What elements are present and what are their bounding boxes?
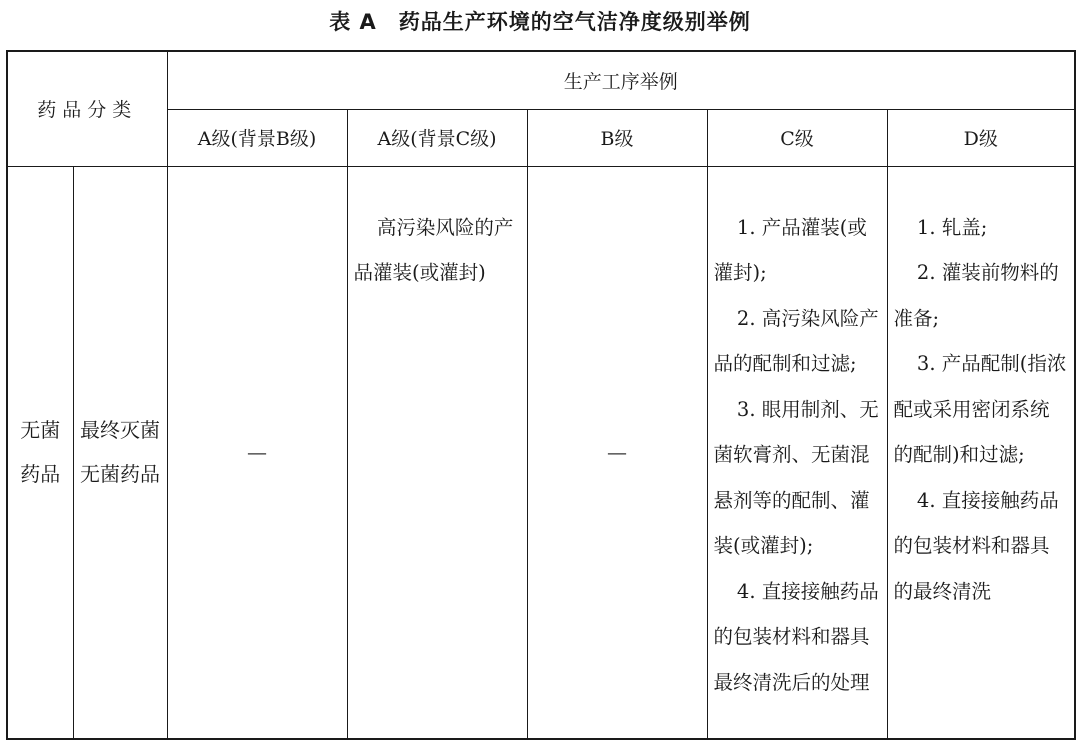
header-grade-a-bg-c: A级(背景C级) [347, 109, 527, 166]
cell-b-grade: — [527, 166, 707, 739]
d-grade-item: 1. 轧盖; [916, 215, 988, 239]
c-grade-item: 2. 高污染风险产品的配制和过滤; [713, 306, 879, 375]
d-grade-item: 2. 灌装前物料的准备; [893, 261, 1059, 330]
cell-a-bg-c-text: 高污染风险的产品灌装(或灌封) [353, 215, 514, 284]
cell-a-bg-c [347, 166, 527, 739]
category-sub [73, 166, 167, 739]
cell-a-bg-b: — [167, 166, 347, 739]
category-main-line1: 无菌 [20, 418, 61, 443]
cell-d-grade [887, 166, 1075, 739]
header-process-examples: 生产工序举例 [167, 51, 1075, 109]
header-category: 药品分类 [7, 51, 167, 166]
header-grade-c: C级 [707, 109, 887, 166]
header-grade-d: D级 [887, 109, 1075, 166]
header-grade-a-bg-b: A级(背景B级) [167, 109, 347, 166]
c-grade-item: 3. 眼用制剂、无菌软膏剂、无菌混悬剂等的配制、灌装(或灌封); [713, 397, 879, 557]
d-grade-item: 3. 产品配制(指浓配或采用密闭系统的配制)和过滤; [893, 352, 1067, 466]
c-grade-item: 1. 产品灌装(或灌封); [713, 215, 867, 284]
header-grade-b: B级 [527, 109, 707, 166]
category-main-line2: 药品 [20, 462, 61, 487]
d-grade-item: 4. 直接接触药品的包装材料和器具的最终清洗 [893, 488, 1059, 603]
cell-c-grade [707, 166, 887, 739]
category-main [7, 166, 73, 739]
table-title: 表 A 药品生产环境的空气洁净度级别举例 [329, 10, 751, 34]
category-sub-line2: 无菌药品 [80, 462, 160, 487]
c-grade-item: 4. 直接接触药品的包装材料和器具最终清洗后的处理 [713, 579, 879, 694]
category-sub-line1: 最终灭菌 [80, 418, 160, 443]
cleanliness-grade-table [6, 50, 1076, 740]
